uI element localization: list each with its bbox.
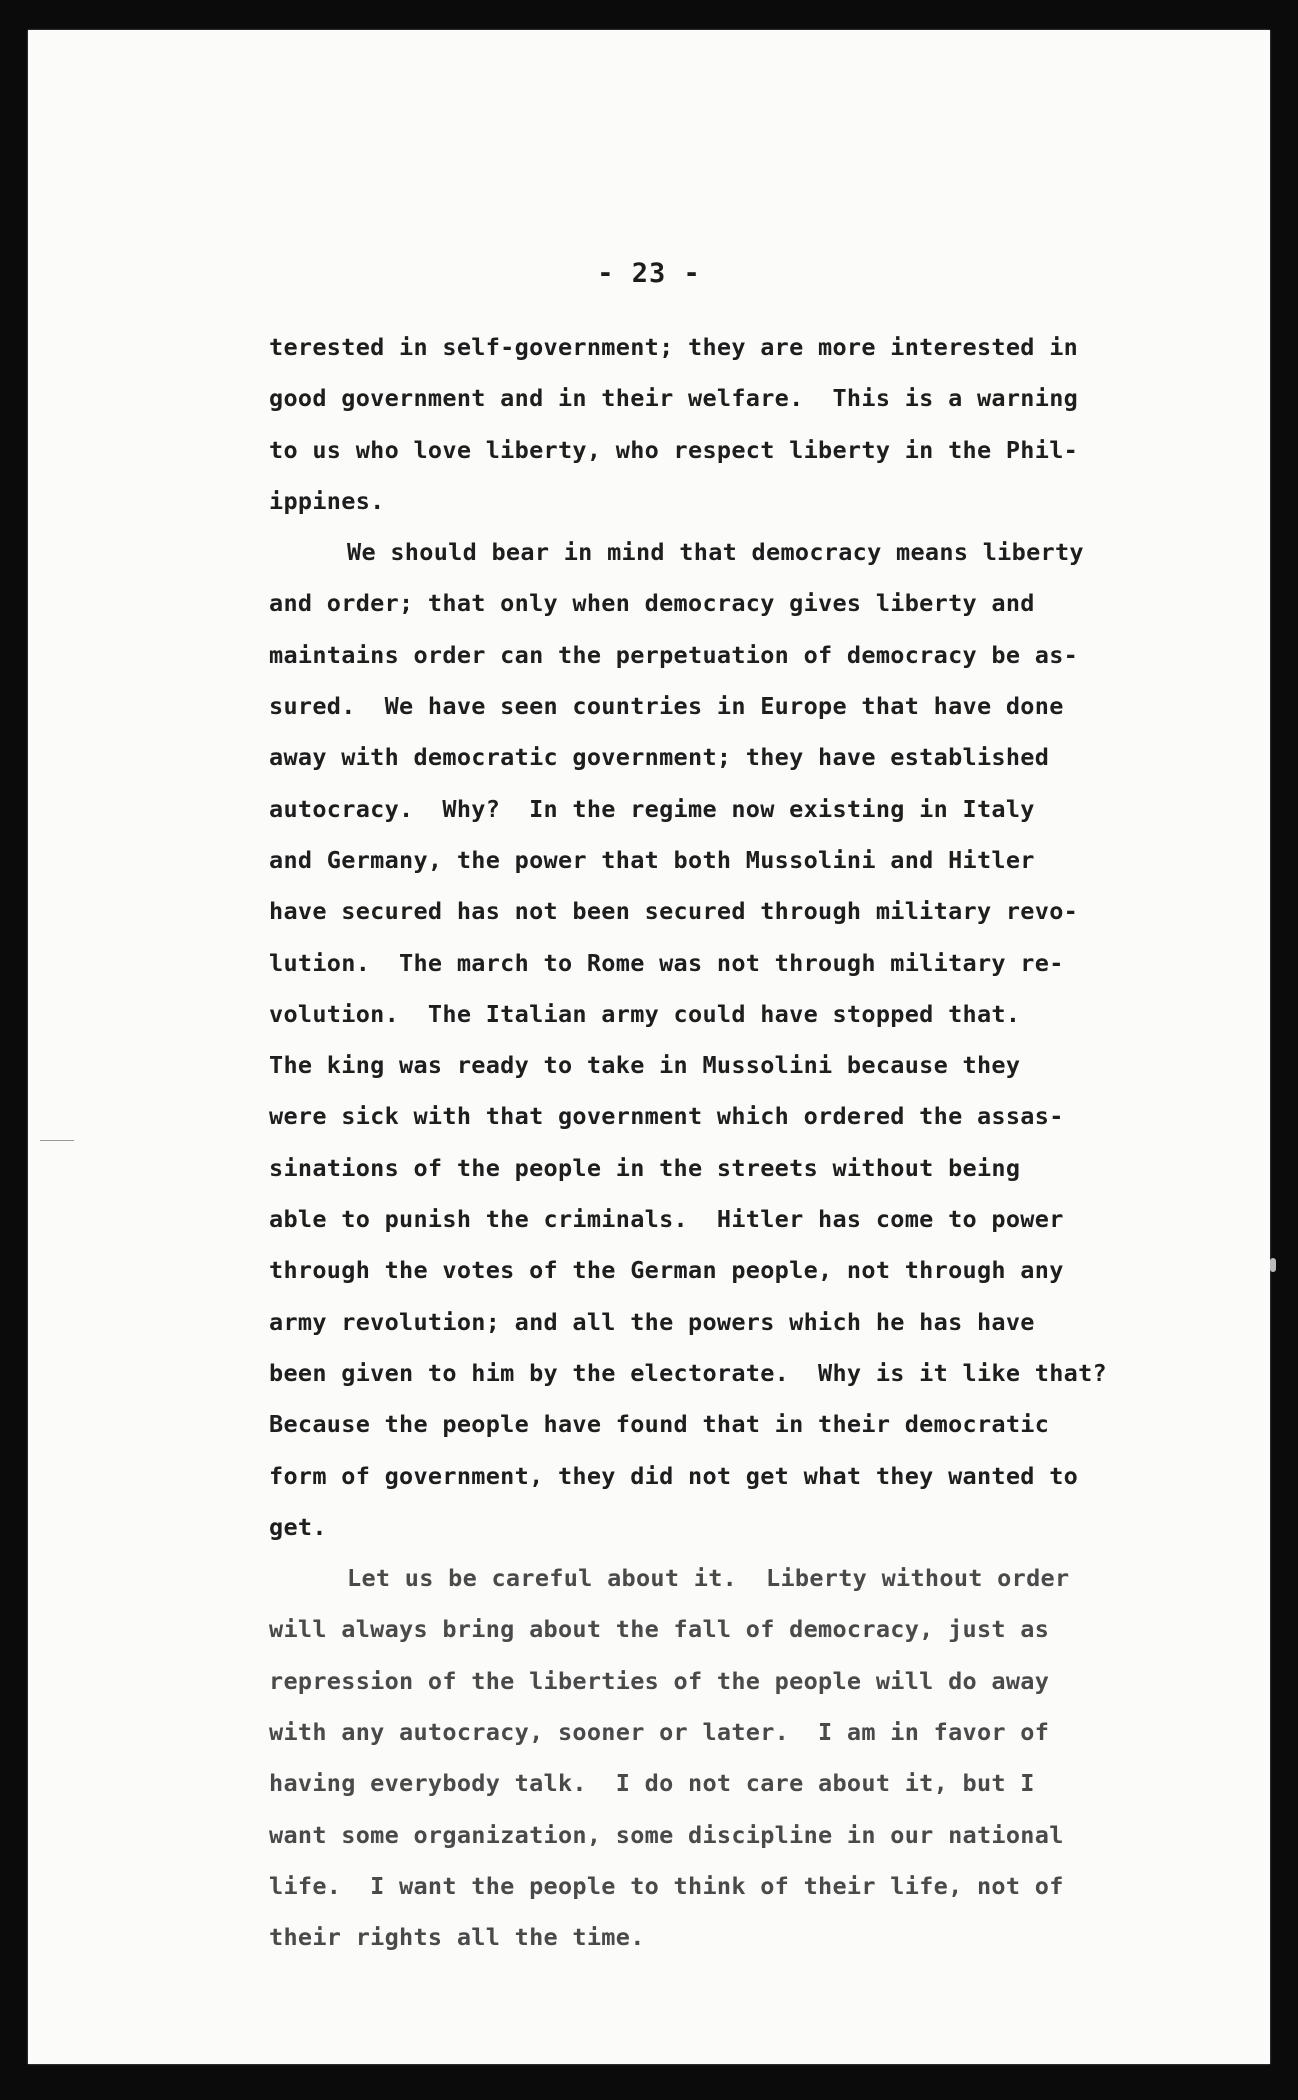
text-line: life. I want the people to think of their life, not of bbox=[269, 1871, 1064, 1900]
paragraph-start-line: We should bear in mind that democracy means liberty bbox=[347, 538, 1084, 567]
text-line: repression of the liberties of the people will do away bbox=[269, 1666, 1050, 1695]
text-line: were sick with that government which ordered the assas- bbox=[269, 1102, 1064, 1131]
text-line: army revolution; and all the powers which he has have bbox=[269, 1307, 1035, 1336]
edge-mark bbox=[1270, 1258, 1276, 1272]
text-line: and order; that only when democracy gives liberty and bbox=[269, 589, 1035, 618]
text-line: volution. The Italian army could have stopped that. bbox=[269, 999, 1021, 1028]
text-line: to us who love liberty, who respect liberty in the Phil- bbox=[269, 435, 1079, 464]
text-line: autocracy. Why? In the regime now existing in Italy bbox=[269, 794, 1035, 823]
text-line: been given to him by the electorate. Why is it like that? bbox=[269, 1358, 1107, 1387]
text-line: maintains order can the perpetuation of democracy be as- bbox=[269, 640, 1079, 669]
text-line: good government and in their welfare. This is a warning bbox=[269, 384, 1079, 413]
text-line: Because the people have found that in their democratic bbox=[269, 1410, 1050, 1439]
text-line: get. bbox=[269, 1512, 327, 1541]
text-line: and Germany, the power that both Mussolini and Hitler bbox=[269, 845, 1035, 874]
text-line: their rights all the time. bbox=[269, 1923, 645, 1952]
text-line: have secured has not been secured through military revo- bbox=[269, 897, 1079, 926]
document-page bbox=[28, 30, 1270, 2064]
text-line: sured. We have seen countries in Europe that have done bbox=[269, 692, 1064, 721]
text-line: will always bring about the fall of democracy, just as bbox=[269, 1615, 1050, 1644]
text-line: through the votes of the German people, not through any bbox=[269, 1256, 1064, 1285]
text-line: lution. The march to Rome was not through military re- bbox=[269, 948, 1064, 977]
text-line: with any autocracy, sooner or later. I am in favor of bbox=[269, 1718, 1050, 1747]
body-text bbox=[269, 322, 1189, 1964]
text-line: ippines. bbox=[269, 486, 385, 515]
text-line: form of government, they did not get what they wanted to bbox=[269, 1461, 1079, 1490]
text-line: The king was ready to take in Mussolini because they bbox=[269, 1051, 1021, 1080]
text-line: able to punish the criminals. Hitler has come to power bbox=[269, 1205, 1064, 1234]
text-line: sinations of the people in the streets without being bbox=[269, 1153, 1021, 1182]
margin-mark bbox=[40, 1140, 74, 1141]
page-number: - 23 - bbox=[597, 258, 701, 289]
text-line: terested in self-government; they are more interested in bbox=[269, 333, 1079, 361]
paragraph-start-line: Let us be careful about it. Liberty without order bbox=[347, 1564, 1070, 1593]
text-line: away with democratic government; they have established bbox=[269, 743, 1050, 772]
text-line: having everybody talk. I do not care about it, but I bbox=[269, 1769, 1035, 1798]
text-line: want some organization, some discipline in our national bbox=[269, 1820, 1064, 1849]
